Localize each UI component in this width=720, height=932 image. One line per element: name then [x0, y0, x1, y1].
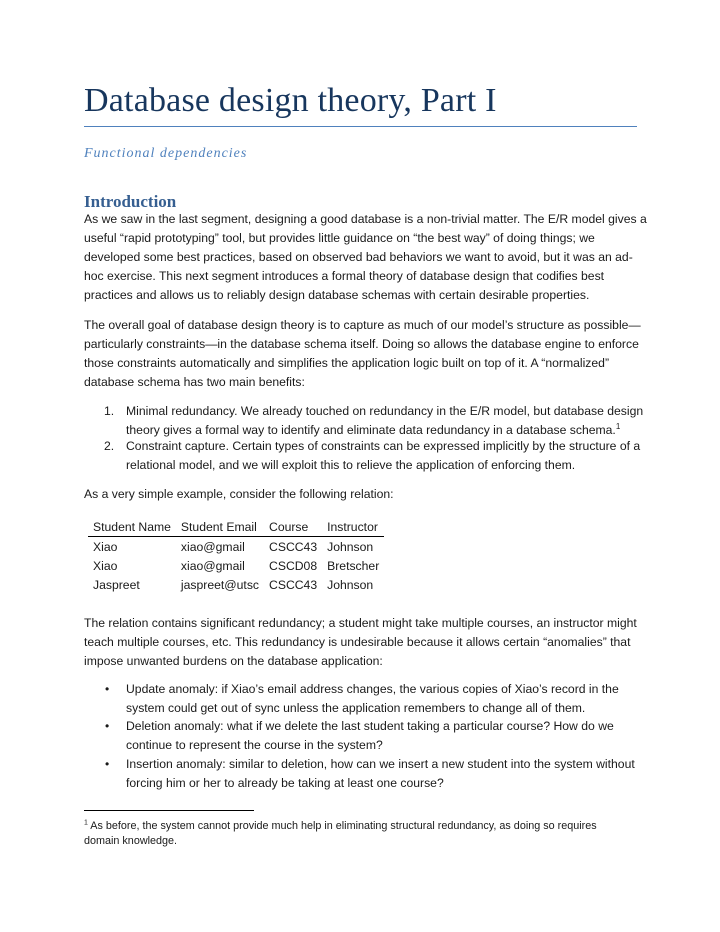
list-item-continuation: system could get out of sync unless the application remembers to change all of them. — [126, 701, 586, 715]
column-header-student-email: Student Email — [176, 517, 264, 537]
list-item-insertion-anomaly: Insertion anomaly: similar to deletion, how can we insert a new student into the system without — [126, 757, 635, 771]
bullet-glyph: • — [105, 682, 110, 696]
footnote-line: domain knowledge. — [84, 835, 178, 847]
list-item-text: theory gives a formal way to identify and eliminate data redundancy in a database schema. — [126, 423, 616, 437]
list-item-update-anomaly: Update anomaly: if Xiao’s email address changes, the various copies of Xiao’s record in the — [126, 682, 619, 696]
footnote-line — [84, 819, 597, 834]
intro-line: practices and allows us to reliably design database schemas with certain desirable properties. — [84, 288, 590, 302]
list-item-minimal-redundancy: Minimal redundancy. We already touched on redundancy in the E/R model, but database design — [126, 404, 644, 418]
table-header-row — [88, 517, 384, 537]
table-cell: Jaspreet — [93, 577, 140, 592]
example-intro: As a very simple example, consider the following relation: — [84, 487, 394, 501]
table-cell: CSCC43 — [269, 577, 318, 592]
goal-line: database schema has two main benefits: — [84, 375, 305, 389]
intro-line: useful “rapid prototyping” tool, but provides little guidance on “the best way” of doing things; we — [84, 231, 595, 245]
title-rule — [84, 126, 637, 127]
list-item-continuation: relational model, and we will exploit this to relieve the application of enforcing them. — [126, 458, 576, 472]
list-number: 2. — [104, 439, 115, 453]
table-cell: Johnson — [327, 539, 374, 554]
list-item-constraint-capture: Constraint capture. Certain types of constraints can be expressed implicitly by the structure of a — [126, 439, 641, 453]
column-header-course: Course — [264, 517, 322, 537]
redundancy-line: teach multiple courses, etc. This redundancy is undesirable because it allows certain “anomalies” that — [84, 635, 631, 649]
redundancy-line: impose unwanted burdens on the database application: — [84, 654, 383, 668]
footnote-text: As before, the system cannot provide much help in eliminating structural redundancy, as doing so requires — [87, 820, 597, 832]
column-header-student-name: Student Name — [88, 517, 176, 537]
table-cell: xiao@gmail — [180, 558, 245, 573]
bullet-glyph: • — [105, 719, 110, 733]
table-cell: Xiao — [93, 539, 118, 554]
table-row — [88, 556, 384, 575]
section-heading-introduction: Introduction — [84, 192, 177, 211]
column-header-instructor: Instructor — [322, 517, 384, 537]
list-number: 1. — [104, 404, 115, 418]
table-cell: Bretscher — [327, 558, 380, 573]
footnote-reference[interactable]: 1 — [615, 421, 621, 431]
page-title: Database design theory, Part I — [84, 82, 497, 119]
footnote-marker: 1 — [84, 819, 88, 827]
bullet-glyph: • — [105, 757, 110, 771]
goal-line: particularly constraints—in the database schema itself. Doing so allows the database engine to enforce — [84, 337, 639, 351]
table-cell: Xiao — [93, 558, 118, 573]
list-item-deletion-anomaly: Deletion anomaly: what if we delete the last student taking a particular course? How do we — [126, 719, 614, 733]
intro-line: developed some best practices, based on observed bad behaviors we want to avoid, but it was an ad- — [84, 250, 633, 264]
table-row — [88, 537, 384, 557]
page-subtitle: Functional dependencies — [84, 146, 248, 161]
list-item-continuation: continue to represent the course in the system? — [126, 738, 383, 752]
table-cell: jaspreet@utsc — [180, 577, 260, 592]
intro-line: As we saw in the last segment, designing a good database is a non-trivial matter. The E/R model gives a — [84, 212, 647, 226]
goal-line: The overall goal of database design theory is to capture as much of our model’s structure as possible— — [84, 318, 641, 332]
redundancy-line: The relation contains significant redundancy; a student might take multiple courses, an instructor might — [84, 616, 637, 630]
table-cell: xiao@gmail — [180, 539, 245, 554]
intro-line: hoc exercise. This next segment introduces a formal theory of database design that codifies best — [84, 269, 605, 283]
table-cell: CSCC43 — [269, 539, 318, 554]
footnote-separator — [84, 810, 254, 811]
relation-table — [88, 517, 384, 594]
table-row — [88, 575, 384, 594]
table-cell: Johnson — [327, 577, 374, 592]
list-item-continuation: forcing him or her to already be taking at least one course? — [126, 776, 444, 790]
table-cell: CSCD08 — [269, 558, 318, 573]
goal-line: those constraints automatically and simplifies the application logic built on top of it. A “normalized” — [84, 356, 610, 370]
